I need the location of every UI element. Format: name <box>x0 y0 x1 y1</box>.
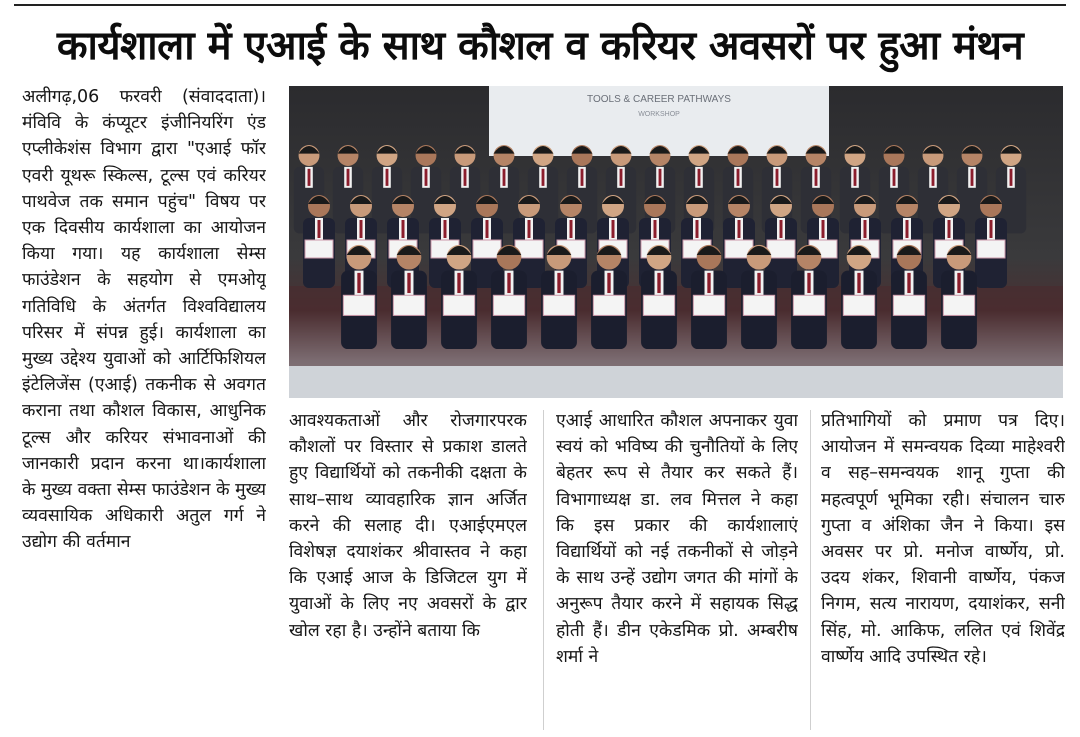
screen-banner-subtext: WORKSHOP <box>638 111 680 118</box>
article-column-1: अलीगढ़,06 फरवरी (संवाददाता)। मंविवि के कंप्यूटर इंजीनियरिंग एंड एप्लीकेशंस विभाग द्वारा "एआई फॉर एवरी यूथरू स्किल्स, टूल्स एवं करियर पाथवेज तक समान पहुंच" विषय पर एक दिवसीय कार्यशाला का आयोजन किया गया। यह कार्यशाला सेम्स फाउंडेशन के सहयोग से एमओयू गतिविधि के अंतर्गत विश्वविद्यालय परिसर में संपन्न हुई। कार्यशाला का मुख्य उद्देश्य युवाओं को आर्टिफिशियल इंटेलिजेंस (एआई) तकनीक से अवगत कराना तथा कौशल विकास, आधुनिक टूल्स और करियर संभावनाओं की जानकारी प्रदान करना था।कार्यशाला के मुख्य वक्ता सेम्स फाउंडेशन के मुख्य व्यवसायिक अधिकारी अतुल गर्ग ने उद्योग की वर्तमान <box>22 87 266 553</box>
column-divider <box>810 410 811 730</box>
article-column-2: आवश्यकताओं और रोजगारपरक कौशलों पर विस्तार से प्रकाश डालते हुए विद्यार्थियों को तकनीकी दक्षता के साथ–साथ व्यावहारिक ज्ञान अर्जित करने की सलाह दी। एआईएमएल विशेषज्ञ दयाशंकर श्रीवास्तव ने कहा कि एआई आज के डिजिटल युग में युवाओं के लिए नए अवसरों के द्वार खोल रहा है। उन्होंने बताया कि <box>289 411 527 641</box>
headline: कार्यशाला में एआई के साथ कौशल व करियर अवसरों पर हुआ मंथन <box>56 23 1024 69</box>
group-photo-illustration <box>289 86 1063 398</box>
article-column-3: एआई आधारित कौशल अपनाकर युवा स्वयं को भविष्य की चुनौतियों के लिए बेहतर रूप से तैयार कर सकते हैं। विभागाध्यक्ष डा. लव मित्तल ने कहा कि इस प्रकार की कार्यशालाएं विद्यार्थियों को नई तकनीकों से जोड़ने के साथ उन्हें उद्योग जगत की मांगों के अनुरूप तैयार करने में सहायक सिद्ध होती हैं। डीन एकेडमिक प्रो. अम्बरीष शर्मा ने <box>556 411 798 667</box>
screen-banner-text: TOOLS & CAREER PATHWAYS <box>587 94 731 105</box>
column-divider <box>543 410 544 730</box>
group-photo <box>289 86 1063 398</box>
top-rule <box>14 4 1066 6</box>
article-column-4: प्रतिभागियों को प्रमाण पत्र दिए। आयोजन में समन्वयक दिव्या माहेश्वरी व सह–समन्वयक शानू गुप्ता की महत्वपूर्ण भूमिका रही। संचालन चारु गुप्ता व अंशिका जैन ने किया। इस अवसर पर प्रो. मनोज वार्ष्णेय, प्रो. उदय शंकर, शिवानी वार्ष्णेय, पंकज निगम, सत्य नारायण, दयाशंकर, सनी सिंह, मो. आकिफ, ललित एवं शिवेंद्र वार्ष्णेय आदि उपस्थित रहे। <box>821 411 1065 667</box>
